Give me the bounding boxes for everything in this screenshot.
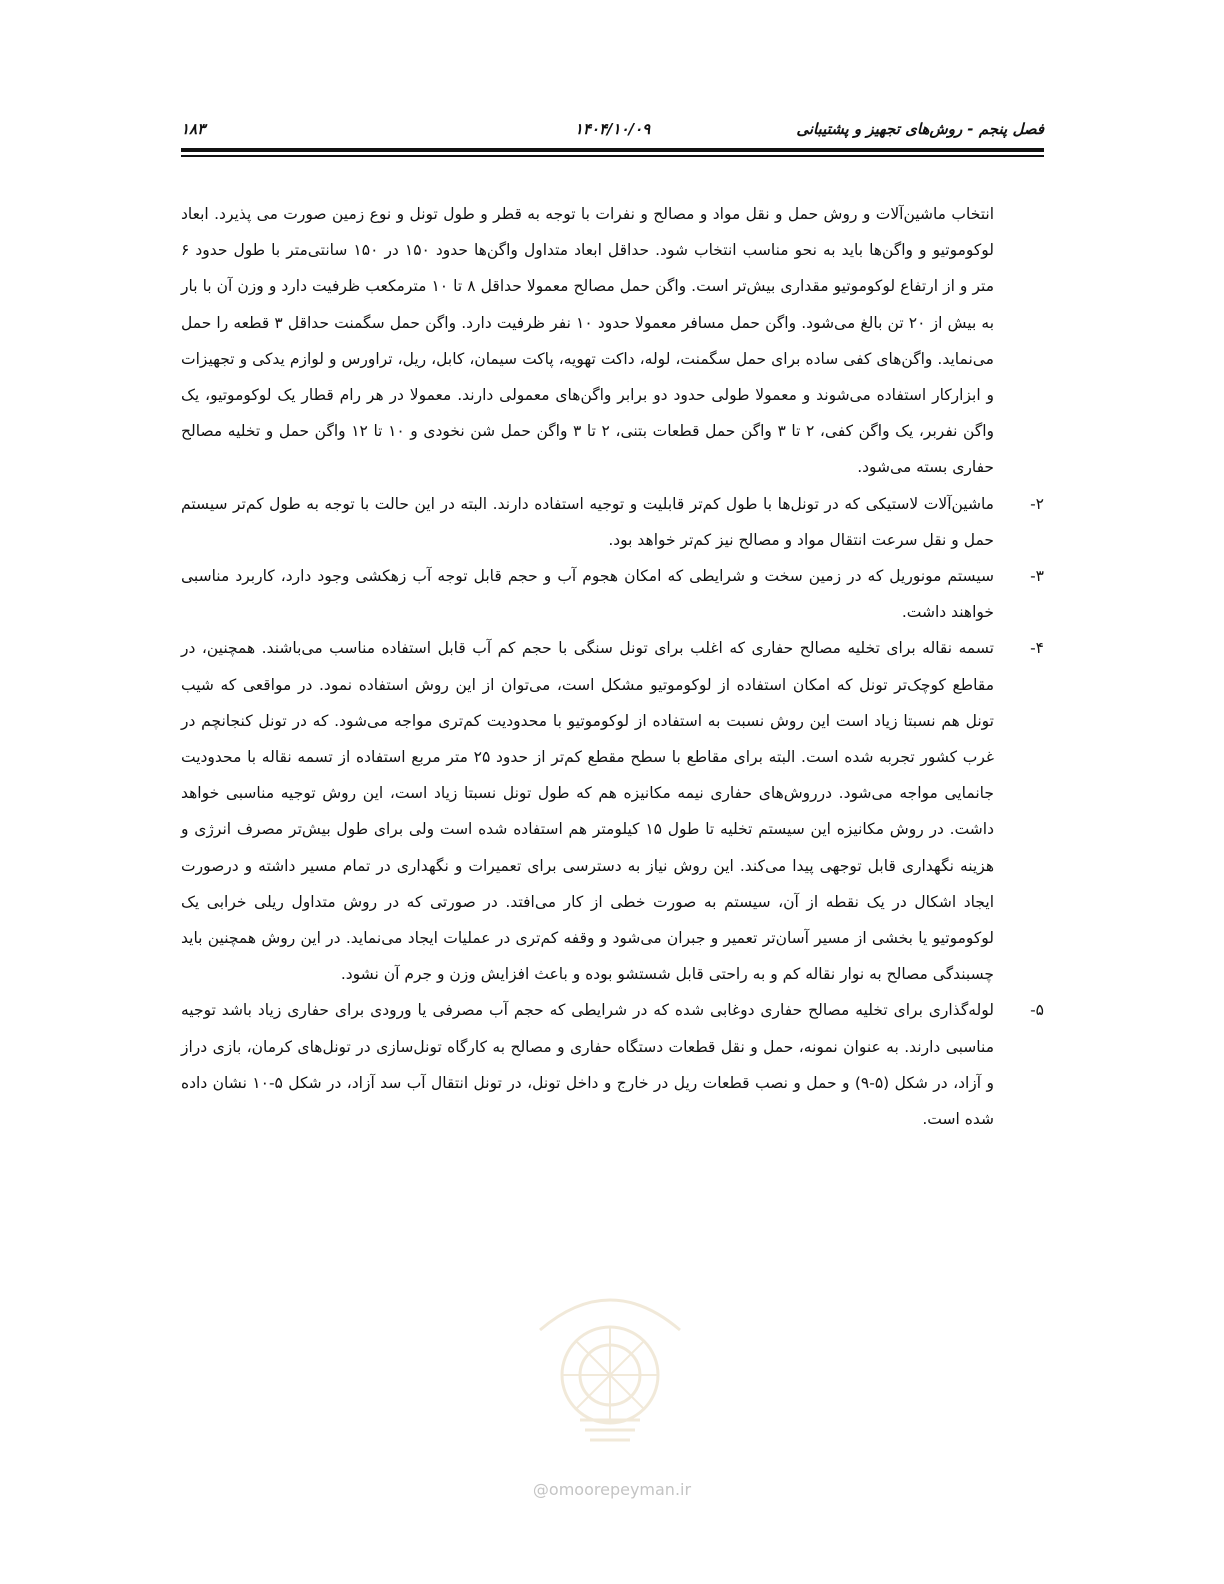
- numbered-list: [181, 486, 1044, 1138]
- watermark-logo-icon: [510, 1270, 710, 1450]
- body-text: [181, 196, 1044, 1137]
- list-item-number: ۵-: [1030, 1001, 1044, 1020]
- list-item: [181, 992, 1044, 1137]
- list-item-number: ۴-: [1030, 639, 1044, 658]
- page-number: ۱۸۳: [181, 120, 206, 138]
- list-item-text: لوله‌گذاری برای تخلیه مصالح حفاری دوغابی شده که در شرایطی که حجم آب مصرفی یا ورودی برای حفاری زیاد باشد توجیه مناسبی دارند. به عنوان نمونه، حمل و نقل قطعات دستگاه حفاری و مصالح به کارگاه تونل‌سازی در تونل‌های کرمان، بازی دراز و آزاد، در شکل (۵-۹) و حمل و نصب قطعات ریل در خارج و داخل تونل، در تونل انتقال آب سد آزاد، در شکل ۵-۱۰ نشان داده شده است.: [181, 1001, 994, 1129]
- list-item-text: تسمه نقاله برای تخلیه مصالح حفاری که اغلب برای تونل سنگی با حجم کم آب قابل استفاده مناسب می‌باشند. همچنین، در مقاطع کوچک‌تر تونل که امکان استفاده از لوکوموتیو مشکل است، می‌توان از این روش استفاده نمود. در مواقعی که شیب تونل هم نسبتا زیاد است این روش نسبت به استفاده از لوکوموتیو با محدودیت کم‌تری مواجه می‌شود. که در تونل کنجانچم در غرب کشور تجربه شده است. البته برای مقاطع با سطح مقطع کم‌تر از حدود ۲۵ متر مربع استفاده از تسمه نقاله با محدودیت جانمایی مواجه می‌شود. درروش‌های حفاری نیمه مکانیزه هم که طول تونل نسبتا زیاد است، این روش توجیه مناسبی خواهد داشت. در روش مکانیزه این سیستم تخلیه تا طول ۱۵ کیلومتر هم استفاده شده است ولی برای طول بیش‌تر مصرف انرژی و هزینه نگهداری قابل توجهی پیدا می‌کند. این روش نیاز به دسترسی برای تعمیرات و نگهداری در تمام مسیر داشته و درصورت ایجاد اشکال در یک نقطه از آن، سیستم به صورت خطی از کار می‌افتد. در صورتی که در روش متداول ریلی خرابی یک لوکوموتیو یا بخشی از مسیر آسان‌تر تعمیر و جبران می‌شود و وقفه کم‌تری در عملیات ایجاد می‌نماید. در این روش همچنین باید چسبندگی مصالح به نوار نقاله کم و به راحتی قابل شستشو بوده و باعث افزایش وزن و جرم آن نشود.: [181, 639, 994, 984]
- list-item-number: ۲-: [1030, 494, 1044, 513]
- intro-paragraph: انتخاب ماشین‌آلات و روش حمل و نقل مواد و مصالح و نفرات با توجه به قطر و طول تونل و نوع زمین صورت می پذیرد. ابعاد لوکوموتیو و واگن‌ها باید به نحو مناسب انتخاب شود. حداقل ابعاد متداول واگن‌ها حدود ۱۵۰ در ۱۵۰ سانتی‌متر با طول حدود ۶ متر و از ارتفاع لوکوموتیو مقداری بیش‌تر است. واگن حمل مصالح معمولا حداقل ۸ تا ۱۰ مترمکعب ظرفیت دارد و وزن آن با بار به بیش از ۲۰ تن بالغ می‌شود. واگن حمل مسافر معمولا حدود ۱۰ نفر ظرفیت دارد. واگن حمل سگمنت حداقل ۳ قطعه را حمل می‌نماید. واگن‌های کفی ساده برای حمل سگمنت، لوله، داکت تهویه، پاکت سیمان، کابل، ریل، تراورس و لوازم یدکی و تجهیزات و ابزارکار استفاده می‌شوند و معمولا طولی حدود دو برابر واگن‌های معمولی دارند. معمولا در هر رام قطار یک لوکوموتیو، یک واگن نفربر، یک واگن کفی، ۲ تا ۳ واگن حمل قطعات بتنی، ۲ تا ۳ واگن حمل شن نخودی و ۱۰ تا ۱۲ واگن حمل و تخلیه مصالح حفاری بسته می‌شود.: [181, 205, 995, 477]
- list-item-text: سیستم مونوریل که در زمین سخت و شرایطی که امکان هجوم آب و حجم قابل توجه آب زهکشی وجود دارد، کاربرد مناسبی خواهند داشت.: [181, 567, 994, 622]
- list-item: [181, 486, 1044, 558]
- watermark-site: @omoorepeyman.ir: [532, 1480, 692, 1499]
- header-rule-thin: [181, 155, 1044, 157]
- header-date: ۱۴۰۴/۱۰/۰۹: [574, 120, 651, 138]
- list-item-text: ماشین‌آلات لاستیکی که در تونل‌ها با طول کم‌تر قابلیت و توجیه استفاده دارند. البته در این حالت با توجه به طول کم‌تر سیستم حمل و نقل سرعت انتقال مواد و مصالح نیز کم‌تر خواهد بود.: [181, 494, 994, 549]
- list-item: [181, 558, 1044, 630]
- page-header: [181, 114, 1044, 144]
- list-item-number: ۳-: [1030, 567, 1044, 586]
- header-rule-thick: [181, 148, 1044, 152]
- list-item: [181, 630, 1044, 992]
- chapter-title: فصل پنجم - روش‌های تجهیز و پشتیبانی: [796, 120, 1044, 138]
